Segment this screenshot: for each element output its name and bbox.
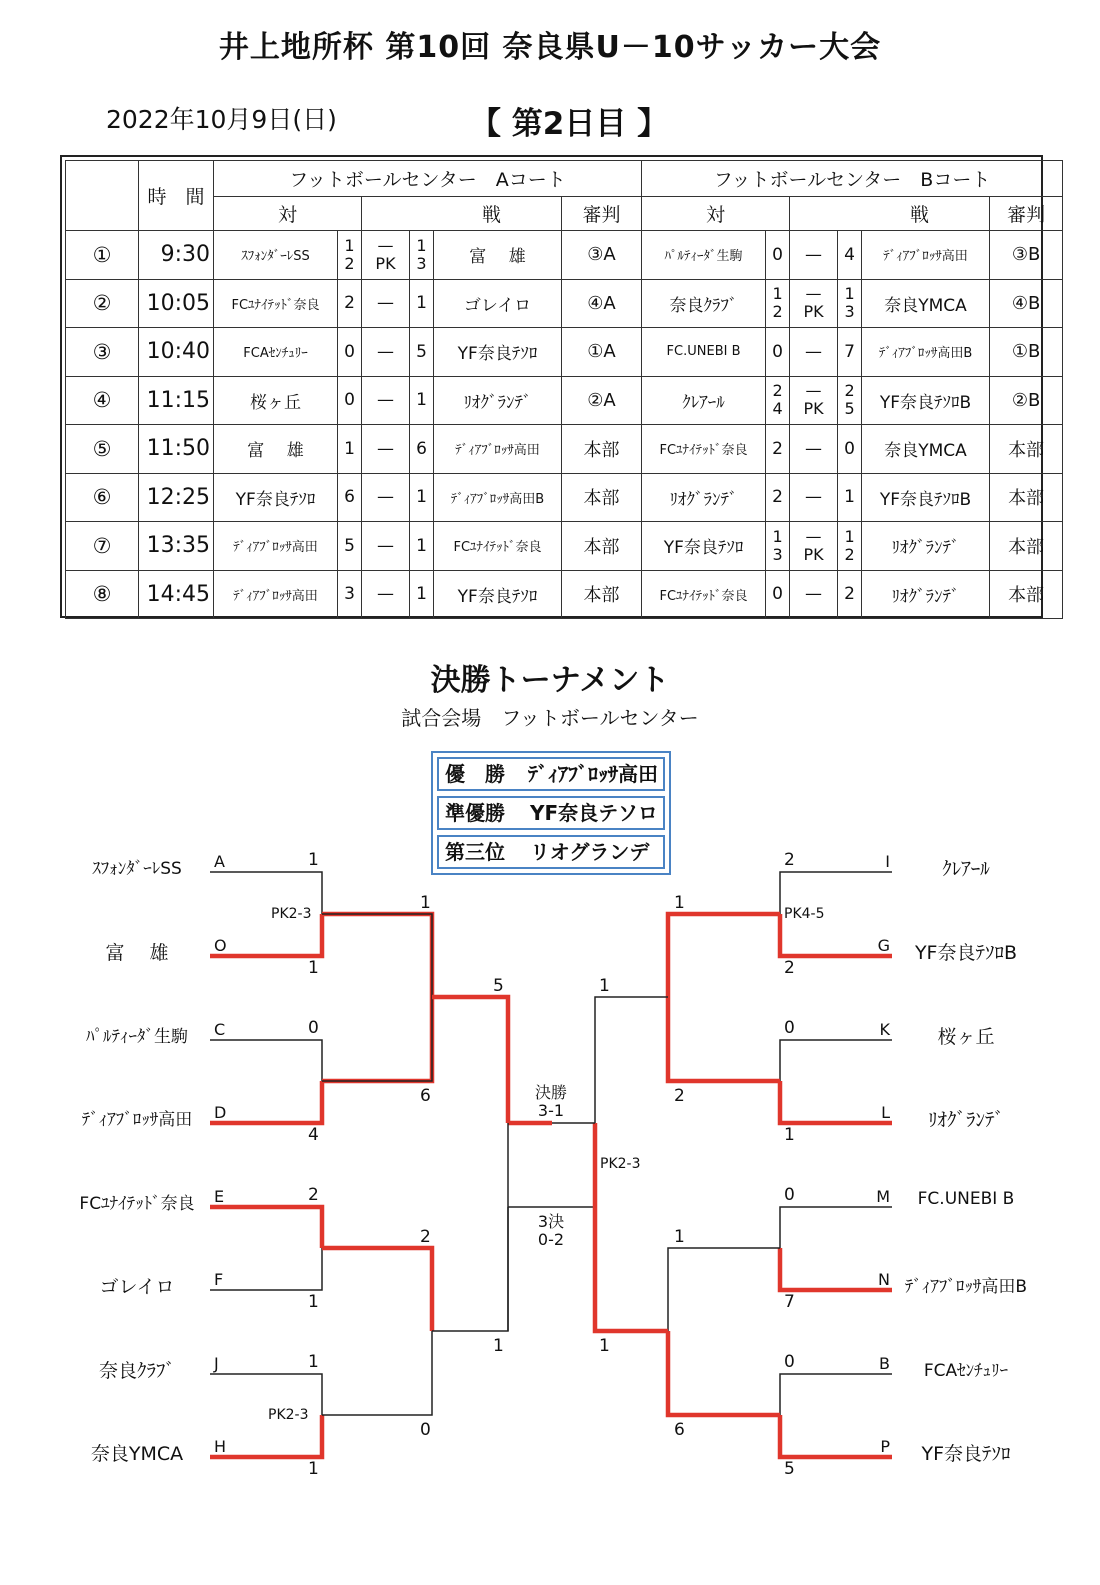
away-score: 6 (410, 425, 434, 474)
bracket-score: 6 (674, 1420, 685, 1440)
bracket-team-left: ｽﾌｫﾝﾀﾞｰﾚSS (92, 859, 182, 879)
bracket-slot-letter: K (879, 1020, 890, 1039)
winner-path (668, 914, 780, 997)
pk-label: PK2-3 (600, 1156, 641, 1172)
bracket-team-right: YF奈良ﾃｿﾛ (921, 1443, 1011, 1465)
winner-path (668, 997, 780, 1081)
bracket-team-right: YF奈良ﾃｿﾛB (914, 942, 1018, 964)
pk-label: PK2-3 (271, 906, 312, 922)
bracket-slot-letter: C (214, 1020, 226, 1039)
match-number: ⑦ (66, 522, 139, 571)
pk-label: PK (803, 399, 824, 419)
match-number: ③ (66, 328, 139, 377)
away-team: 富 雄 (434, 231, 562, 280)
header-time: 時 間 (139, 161, 214, 231)
bracket-slot-letter: J (214, 1354, 219, 1373)
match-number: ① (66, 231, 139, 280)
home-team: ｸﾚｱｰﾙ (642, 376, 766, 425)
bracket-score: 5 (493, 976, 504, 996)
away-team: 奈良YMCA (862, 425, 990, 474)
header-ref-a: 審判 (562, 197, 642, 231)
bracket-team-right: FC.UNEBI B (917, 1189, 1015, 1209)
away-score: 1 3 (838, 279, 862, 328)
header-court-b: フットボールセンター Bコート (642, 161, 1063, 197)
pk-label: PK (375, 253, 396, 273)
winner-path (322, 914, 432, 997)
home-score: 5 (338, 522, 362, 571)
result-label: 第三位 (445, 840, 505, 864)
home-team: FC.UNEBI B (642, 328, 766, 377)
header-match-left-a: 対 (214, 197, 362, 231)
score-separator: — PK (790, 376, 838, 425)
day-label: 【 第2日目 】 (470, 106, 669, 142)
bracket-team-left: 奈良ｸﾗﾌﾞ (98, 1360, 175, 1382)
bracket-score: 6 (420, 1086, 431, 1106)
away-pk-score: 2 (844, 544, 855, 564)
bracket-score: 1 (308, 850, 319, 870)
away-score: 2 (838, 570, 862, 619)
away-pk-score: 3 (416, 253, 427, 273)
result-team: ﾃﾞｨｱﾌﾞﾛｯｻ高田 (527, 762, 658, 786)
header-match-right-b: 戦 (790, 197, 990, 231)
third-place-score: 0-2 (537, 1230, 565, 1249)
bracket-slot-letter: I (885, 852, 890, 871)
bracket-score: 2 (420, 1227, 431, 1247)
away-score: 1 3 (410, 231, 434, 280)
home-pk-score: 3 (772, 544, 783, 564)
score-separator: — PK (790, 279, 838, 328)
away-score: 0 (838, 425, 862, 474)
away-team: ﾃﾞｨｱﾌﾞﾛｯｻ高田 (434, 425, 562, 474)
score-separator: — (362, 279, 410, 328)
bracket-score: 1 (308, 1459, 319, 1479)
bracket-score: 4 (308, 1125, 319, 1145)
score-separator: — (362, 376, 410, 425)
match-time: 10:40 (139, 328, 214, 377)
home-team: FCﾕﾅｲﾃｯﾄﾞ奈良 (214, 279, 338, 328)
score-separator: — (362, 570, 410, 619)
bracket-score: 7 (784, 1292, 795, 1312)
bracket-score: 1 (784, 1125, 795, 1145)
tournament-title: 決勝トーナメント (430, 663, 670, 698)
away-team: ﾃﾞｨｱﾌﾞﾛｯｻ高田 (862, 231, 990, 280)
away-score: 2 5 (838, 376, 862, 425)
bracket-slot-letter: P (880, 1437, 890, 1456)
bracket-team-left: ﾃﾞｨｱﾌﾞﾛｯｻ高田 (81, 1110, 193, 1130)
winner-path (668, 1331, 780, 1415)
bracket-team-left: FCﾕﾅｲﾃｯﾄﾞ奈良 (79, 1194, 195, 1214)
home-pk-score: 2 (772, 302, 783, 322)
match-number: ⑧ (66, 570, 139, 619)
away-team: ゴレイロ (434, 279, 562, 328)
bracket-score: 1 (599, 1336, 610, 1356)
bracket-score: 1 (599, 976, 610, 996)
score-separator: — PK (362, 231, 410, 280)
bracket-score: 2 (674, 1086, 685, 1106)
bracket-score: 1 (308, 958, 319, 978)
bracket-score: 1 (308, 1352, 319, 1372)
home-team: FCﾕﾅｲﾃｯﾄﾞ奈良 (642, 425, 766, 474)
referee: ④A (562, 279, 642, 328)
pk-label: PK4-5 (784, 906, 825, 922)
away-score: 1 (410, 473, 434, 522)
away-score: 1 (838, 473, 862, 522)
bracket-team-right: ﾃﾞｨｱﾌﾞﾛｯｻ高田B (904, 1277, 1028, 1297)
bracket-team-right: ﾘｵｸﾞﾗﾝﾃﾞ (927, 1109, 1004, 1131)
home-score: 2 4 (766, 376, 790, 425)
home-team: ﾃﾞｨｱﾌﾞﾛｯｻ高田 (214, 522, 338, 571)
tournament-venue: 試合会場 フットボールセンター (401, 706, 699, 730)
bracket-score: 2 (784, 958, 795, 978)
bracket-line (322, 997, 432, 1081)
match-time: 12:25 (139, 473, 214, 522)
final-label: 決勝 (534, 1083, 567, 1102)
referee: ①B (990, 328, 1063, 377)
match-number: ② (66, 279, 139, 328)
match-number: ⑥ (66, 473, 139, 522)
bracket-line (322, 914, 432, 997)
home-score: 0 (766, 231, 790, 280)
referee: 本部 (562, 522, 642, 571)
score-separator: — (790, 425, 838, 474)
bracket-score: 2 (784, 850, 795, 870)
away-team: YF奈良ﾃｿﾛ (434, 570, 562, 619)
referee: 本部 (562, 570, 642, 619)
home-team: ﾘｵｸﾞﾗﾝﾃﾞ (642, 473, 766, 522)
referee: 本部 (562, 473, 642, 522)
bracket-slot-letter: F (214, 1270, 224, 1289)
referee: ③A (562, 231, 642, 280)
home-pk-score: 4 (772, 399, 783, 419)
bracket-line (668, 1248, 780, 1331)
home-pk-score: 2 (344, 253, 355, 273)
score-separator: — (790, 328, 838, 377)
away-team: ﾃﾞｨｱﾌﾞﾛｯｻ高田B (434, 473, 562, 522)
home-team: ﾊﾟﾙﾃｨｰﾀﾞ生駒 (642, 231, 766, 280)
pk-label: PK2-3 (268, 1407, 309, 1423)
away-team: YF奈良ﾃｿﾛB (862, 376, 990, 425)
match-time: 11:15 (139, 376, 214, 425)
home-score: 1 2 (338, 231, 362, 280)
home-score: 0 (338, 328, 362, 377)
home-team: YF奈良ﾃｿﾛ (642, 522, 766, 571)
bracket-slot-letter: A (214, 852, 225, 871)
score-separator: — (790, 473, 838, 522)
home-score: 1 2 (766, 279, 790, 328)
match-time: 10:05 (139, 279, 214, 328)
away-pk-score: 5 (844, 399, 855, 419)
away-team: 奈良YMCA (862, 279, 990, 328)
referee: 本部 (990, 570, 1063, 619)
home-team: FCﾕﾅｲﾃｯﾄﾞ奈良 (642, 570, 766, 619)
home-team: ｽﾌｫﾝﾀﾞｰﾚSS (214, 231, 338, 280)
score-separator: — (362, 473, 410, 522)
bracket-score: 1 (308, 1292, 319, 1312)
header-match-right-a: 戦 (362, 197, 562, 231)
away-pk-score: 3 (844, 302, 855, 322)
away-team: ﾘｵｸﾞﾗﾝﾃﾞ (862, 570, 990, 619)
pk-label: PK (803, 544, 824, 564)
referee: 本部 (562, 425, 642, 474)
referee: ②B (990, 376, 1063, 425)
match-time: 9:30 (139, 231, 214, 280)
home-score: 2 (766, 473, 790, 522)
header-court-a: フットボールセンター Aコート (214, 161, 642, 197)
bracket-slot-letter: O (214, 936, 227, 955)
away-team: YF奈良ﾃｿﾛ (434, 328, 562, 377)
referee: 本部 (990, 473, 1063, 522)
bracket-slot-letter: G (877, 936, 890, 955)
home-score: 0 (766, 570, 790, 619)
bracket-line (780, 1207, 892, 1248)
match-time: 14:45 (139, 570, 214, 619)
score-separator: — (362, 328, 410, 377)
bracket-line (322, 1331, 432, 1415)
bracket-slot-letter: E (214, 1187, 225, 1206)
score-separator: — (790, 570, 838, 619)
event-date: 2022年10月9日(日) (106, 105, 337, 134)
header-ref-b: 審判 (990, 197, 1063, 231)
bracket-slot-letter: N (878, 1270, 890, 1289)
away-score: 7 (838, 328, 862, 377)
referee: 本部 (990, 425, 1063, 474)
bracket-score: 1 (493, 1336, 504, 1356)
score-separator: — (790, 231, 838, 280)
referee: ②A (562, 376, 642, 425)
referee: 本部 (990, 522, 1063, 571)
home-score: 1 3 (766, 522, 790, 571)
bracket-team-right: FCAｾﾝﾁｭﾘｰ (923, 1361, 1009, 1381)
final-score: 3-1 (537, 1101, 565, 1120)
result-label: 優 勝 (445, 762, 505, 786)
winner-path (322, 1248, 432, 1331)
home-score: 6 (338, 473, 362, 522)
home-team: YF奈良ﾃｿﾛ (214, 473, 338, 522)
score-separator: — PK (790, 522, 838, 571)
match-number: ⑤ (66, 425, 139, 474)
referee: ④B (990, 279, 1063, 328)
home-team: 奈良ｸﾗﾌﾞ (642, 279, 766, 328)
bracket-score: 5 (784, 1459, 795, 1479)
bracket-slot-letter: B (879, 1354, 890, 1373)
home-team: 富 雄 (214, 425, 338, 474)
score-separator: — (362, 522, 410, 571)
winner-path (322, 997, 432, 1081)
bracket-score: 1 (674, 893, 685, 913)
bracket-score: 0 (420, 1420, 431, 1440)
match-number: ④ (66, 376, 139, 425)
bracket-slot-letter: L (881, 1103, 890, 1122)
home-team: ﾃﾞｨｱﾌﾞﾛｯｻ高田 (214, 570, 338, 619)
header-match-left-b: 対 (642, 197, 790, 231)
result-team: YF奈良テソロ (529, 801, 658, 825)
bracket-score: 2 (308, 1185, 319, 1205)
bracket-team-left: ゴレイロ (99, 1276, 175, 1298)
result-team: リオグランデ (529, 840, 650, 864)
away-score: 1 2 (838, 522, 862, 571)
bracket-slot-letter: M (876, 1187, 890, 1206)
bracket-slot-letter: H (214, 1437, 227, 1456)
bracket-team-left: 富 雄 (105, 942, 169, 964)
home-score: 0 (766, 328, 790, 377)
bracket-score: 1 (674, 1227, 685, 1247)
away-score: 4 (838, 231, 862, 280)
away-team: ﾃﾞｨｱﾌﾞﾛｯｻ高田B (862, 328, 990, 377)
bracket-score: 0 (784, 1185, 795, 1205)
away-team: ﾘｵｸﾞﾗﾝﾃﾞ (862, 522, 990, 571)
home-score: 2 (338, 279, 362, 328)
home-team: FCAｾﾝﾁｭﾘｰ (214, 328, 338, 377)
away-score: 1 (410, 570, 434, 619)
referee: ③B (990, 231, 1063, 280)
bracket-score: 0 (308, 1018, 319, 1038)
home-score: 1 (338, 425, 362, 474)
away-team: YF奈良ﾃｿﾛB (862, 473, 990, 522)
bracket-team-left: 奈良YMCA (90, 1443, 184, 1465)
away-team: FCﾕﾅｲﾃｯﾄﾞ奈良 (434, 522, 562, 571)
home-score: 2 (766, 425, 790, 474)
result-label: 準優勝 (445, 801, 505, 825)
score-separator: — (362, 425, 410, 474)
away-score: 1 (410, 522, 434, 571)
bracket-score: 0 (784, 1352, 795, 1372)
match-time: 13:35 (139, 522, 214, 571)
bracket-team-right: 桜ヶ丘 (937, 1026, 995, 1048)
match-time: 11:50 (139, 425, 214, 474)
bracket-team-left: ﾊﾟﾙﾃｨｰﾀﾞ生駒 (86, 1027, 188, 1047)
bracket-team-right: ｸﾚｱｰﾙ (942, 858, 990, 880)
home-score: 0 (338, 376, 362, 425)
third-place-label: 3決 (537, 1212, 565, 1231)
bracket-score: 0 (784, 1018, 795, 1038)
away-team: ﾘｵｸﾞﾗﾝﾃﾞ (434, 376, 562, 425)
away-score: 1 (410, 376, 434, 425)
page-title: 井上地所杯 第10回 奈良県U－10サッカー大会 (218, 30, 882, 65)
referee: ①A (562, 328, 642, 377)
home-team: 桜ヶ丘 (214, 376, 338, 425)
home-score: 3 (338, 570, 362, 619)
pk-label: PK (803, 302, 824, 322)
bracket-score: 1 (420, 893, 431, 913)
away-score: 1 (410, 279, 434, 328)
bracket-slot-letter: D (214, 1103, 227, 1122)
away-score: 5 (410, 328, 434, 377)
